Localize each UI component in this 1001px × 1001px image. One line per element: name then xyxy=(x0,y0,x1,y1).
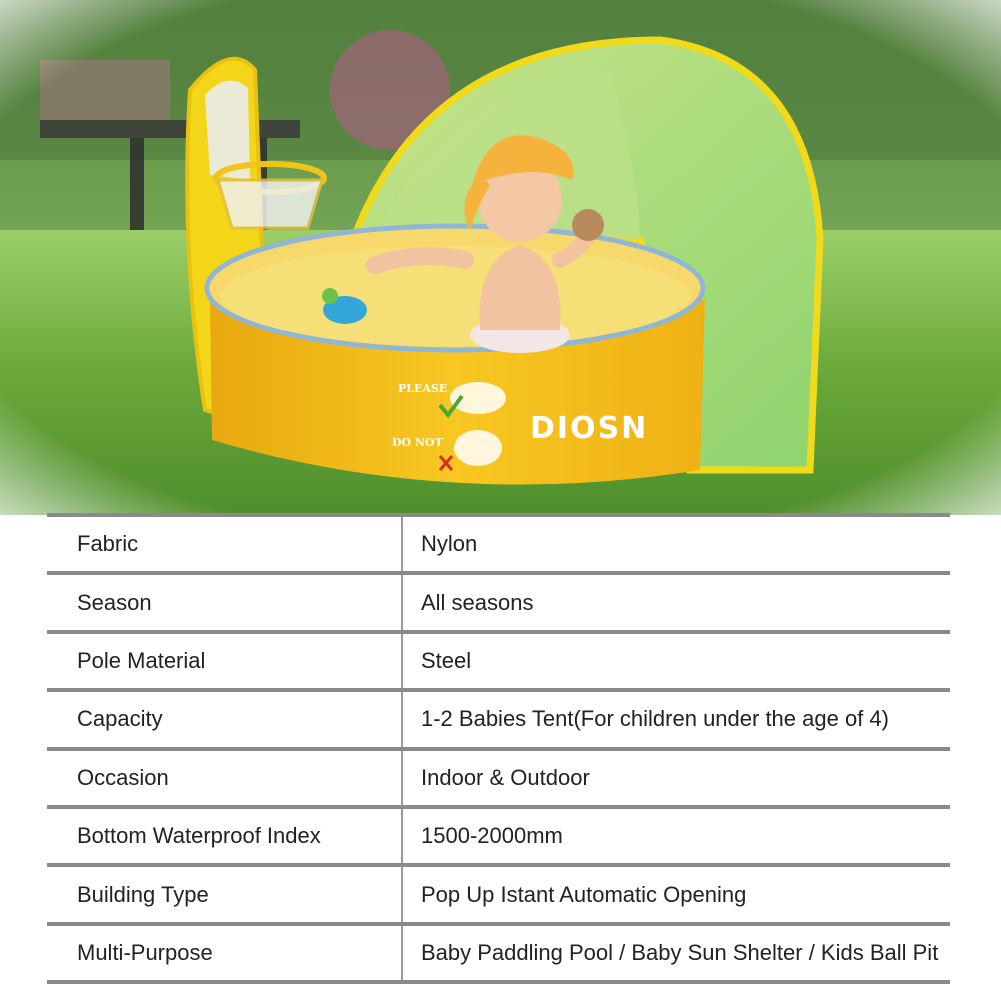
spec-value-capacity: 1-2 Babies Tent(For children under the age of 4) xyxy=(402,690,950,748)
spec-value-multi-purpose: Baby Paddling Pool / Baby Sun Shelter / Kids Ball Pit xyxy=(402,924,950,982)
table-row xyxy=(47,924,950,982)
table-row xyxy=(47,807,950,865)
spec-label-season: Season xyxy=(47,573,402,631)
spec-table xyxy=(47,513,950,984)
spec-label-building-type: Building Type xyxy=(47,865,402,923)
table-row xyxy=(47,865,950,923)
spec-value-fabric: Nylon xyxy=(402,515,950,573)
spec-value-building-type: Pop Up Istant Automatic Opening xyxy=(402,865,950,923)
table-row xyxy=(47,573,950,631)
spec-label-pole-material: Pole Material xyxy=(47,632,402,690)
spec-label-capacity: Capacity xyxy=(47,690,402,748)
spec-label-occasion: Occasion xyxy=(47,749,402,807)
table-row xyxy=(47,515,950,573)
table-row xyxy=(47,632,950,690)
spec-value-season: All seasons xyxy=(402,573,950,631)
spec-label-fabric: Fabric xyxy=(47,515,402,573)
spec-value-occasion: Indoor & Outdoor xyxy=(402,749,950,807)
spec-value-pole-material: Steel xyxy=(402,632,950,690)
spec-label-waterproof-index: Bottom Waterproof Index xyxy=(47,807,402,865)
table-row xyxy=(47,690,950,748)
spec-value-waterproof-index: 1500-2000mm xyxy=(402,807,950,865)
spec-label-multi-purpose: Multi-Purpose xyxy=(47,924,402,982)
table-row xyxy=(47,749,950,807)
